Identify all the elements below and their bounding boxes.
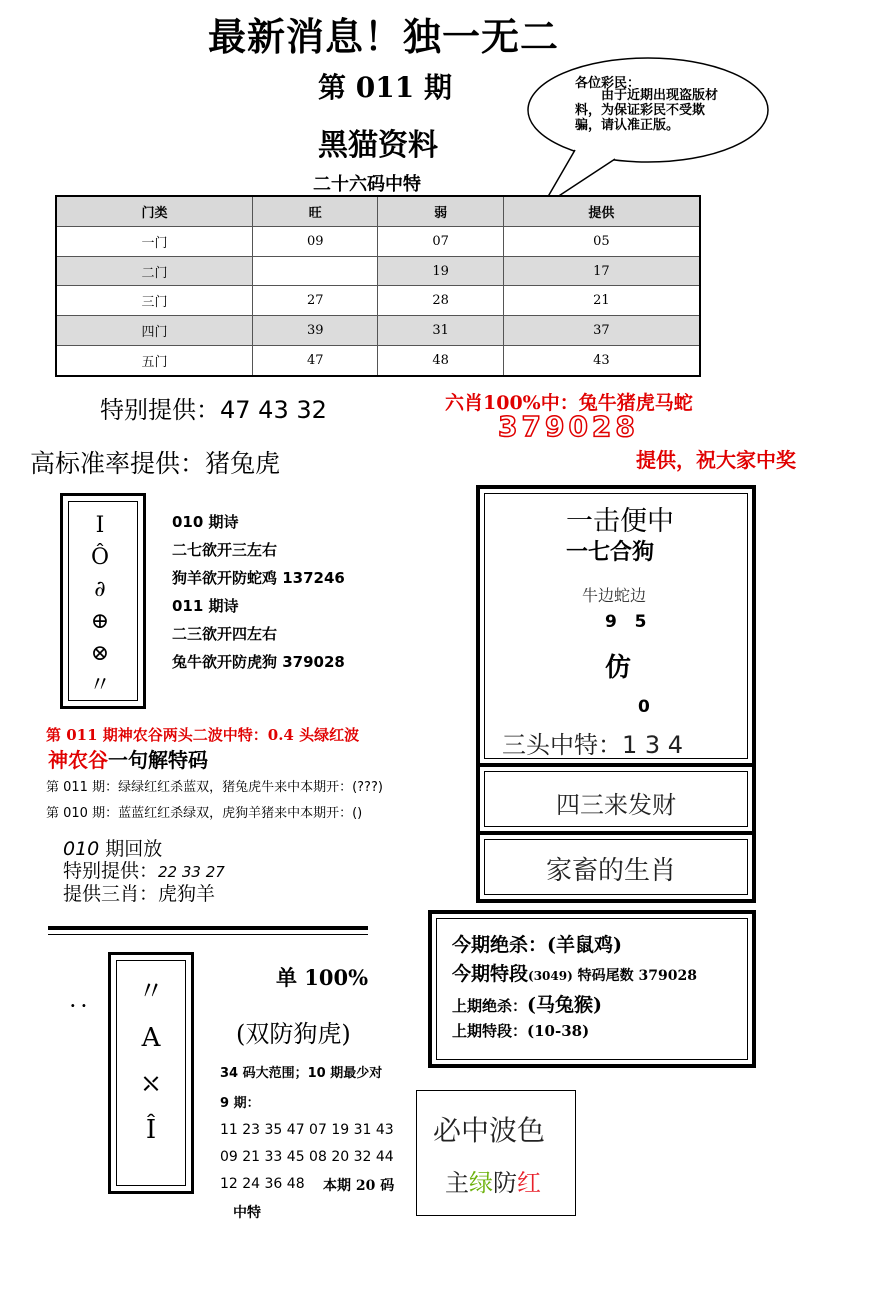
bottom-side-glyphs: 〃 A ⤬ Î	[137, 977, 164, 1145]
yiji-title: 一击便中	[566, 506, 674, 537]
poem-line: 011 期诗	[172, 597, 239, 615]
kill-line-3-b: (马兔猴)	[527, 994, 602, 1016]
table-cell: 21	[503, 286, 700, 316]
poem-line: 兔牛欲开防虎狗 379028	[172, 653, 345, 671]
number-row-2: 09 21 33 45 08 20 32 44	[220, 1149, 394, 1165]
yiji-three-head: 三头中特：1 3 4	[502, 731, 684, 759]
review-three	[63, 883, 225, 905]
yiji-zero: 0	[638, 697, 650, 717]
six-zodiac-numbers: 379028	[498, 410, 639, 443]
table-row	[56, 226, 700, 256]
wave-red: 红	[517, 1169, 541, 1197]
review-title-num: 010	[63, 838, 100, 860]
table-cell: 一门	[56, 226, 253, 256]
sisan-box	[476, 763, 756, 835]
poem-line: 狗羊欲开防蛇鸡 137246	[172, 569, 345, 587]
page-title: 最新消息！独一无二	[208, 14, 560, 59]
table-row	[56, 316, 700, 346]
table-cell: 09	[253, 226, 378, 256]
table-cell: 39	[253, 316, 378, 346]
number-row-3: 12 24 36 48	[220, 1176, 305, 1192]
blessing-line: 提供，祝大家中奖	[636, 448, 796, 472]
header-cell: 提供	[503, 196, 700, 226]
table-cell: 19	[378, 256, 503, 286]
poem-line: 二三欲开四左右	[172, 625, 278, 643]
kill-line-2	[452, 959, 697, 986]
bubble-body: 由于近期出现盗版材料，为保证彩民不受欺骗，请认准正版。	[575, 88, 719, 133]
table-cell: 四门	[56, 316, 253, 346]
wave-zhu: 主	[445, 1169, 469, 1197]
table-cell: 48	[378, 346, 503, 376]
six-zodiac-line: 六肖100%中：兔牛猪虎马蛇	[445, 392, 693, 414]
review-special	[63, 860, 225, 883]
yiji-phrase: 一七合狗	[566, 539, 655, 565]
shuangfang: (双防狗虎)	[236, 1020, 351, 1048]
kill-box	[428, 910, 756, 1068]
poem-side-glyphs: I Ô ∂ ⊕ ⊗ 〃	[88, 513, 111, 698]
review-title-rest: 期回放	[99, 838, 163, 860]
yiji-hint: 牛边蛇边	[582, 586, 647, 605]
table-row	[56, 346, 700, 376]
table-cell: 07	[378, 226, 503, 256]
review-three-label: 提供三肖：	[63, 883, 159, 905]
poem-line: 010 期诗	[172, 513, 239, 531]
sisan-text: 四三来发财	[556, 791, 676, 819]
review-special-label: 特别提供：	[63, 860, 159, 882]
table-cell: 五门	[56, 346, 253, 376]
table-cell: 27	[253, 286, 378, 316]
table-cell: 47	[253, 346, 378, 376]
table-row	[56, 256, 700, 286]
gaobiao-value: 猪兔虎	[205, 449, 281, 478]
review-title	[63, 838, 225, 860]
header-cell: 旺	[253, 196, 378, 226]
subtitle: 黑猫资料	[318, 128, 438, 163]
kill-line-4: 上期特段：(10-38)	[452, 1022, 590, 1040]
divider	[48, 926, 368, 930]
table-cell: 37	[503, 316, 700, 346]
wave-line	[445, 1163, 541, 1198]
issue-number: 第 011 期	[318, 71, 452, 104]
yiji-box	[476, 485, 756, 767]
zhongte: 中特	[233, 1205, 261, 1221]
review-three-value: 虎狗羊	[158, 883, 216, 905]
shennong-brand	[48, 744, 208, 773]
table-caption: 二十六码中特	[313, 174, 421, 195]
kill-line-2-a: 今期特段	[452, 963, 529, 985]
wave-title: 必中波色	[433, 1114, 546, 1147]
shennong-brand-black: 一句解特码	[108, 748, 208, 772]
shennong-line-011: 第 011 期：绿绿红红杀蓝双，猪兔虎牛来中本期开：(???)	[46, 780, 383, 795]
data-table	[55, 195, 701, 377]
table-cell: 二门	[56, 256, 253, 286]
jiachu-box	[476, 831, 756, 903]
table-cell: 05	[503, 226, 700, 256]
header-cell: 弱	[378, 196, 503, 226]
table-header-row	[56, 196, 700, 226]
review-block	[63, 838, 225, 905]
kill-line-2-c: 特码尾数 379028	[572, 968, 697, 984]
kill-line-2-b: (3049)	[528, 969, 573, 983]
wave-green: 绿	[469, 1169, 493, 1197]
special-label: 特别提供：	[100, 396, 220, 424]
shennong-title: 第 011 期神农谷两头二波中特：0.4 头绿红波	[46, 726, 360, 744]
jiachu-text: 家畜的生肖	[546, 856, 677, 886]
table-cell: 31	[378, 316, 503, 346]
header-cell: 门类	[56, 196, 253, 226]
kill-line-3-a: 上期绝杀：	[452, 997, 528, 1015]
table-row	[56, 286, 700, 316]
range-line-1: 34 码大范围；10 期最少对	[220, 1066, 383, 1081]
poem-line: 二七欲开三左右	[172, 541, 278, 559]
divider-thin	[48, 934, 368, 935]
shennong-line-010: 第 010 期：蓝蓝红红杀绿双，虎狗羊猪来中本期开：()	[46, 806, 363, 821]
range-line-2: 9 期：	[220, 1096, 260, 1111]
number-row-1: 11 23 35 47 07 19 31 43	[220, 1122, 394, 1138]
kill-line-3	[452, 990, 602, 1017]
yiji-nums: 9 5	[605, 612, 647, 632]
yiji-fang: 仿	[605, 653, 632, 683]
poem-side-frame	[60, 493, 146, 709]
table-cell: 三门	[56, 286, 253, 316]
table-cell: 17	[503, 256, 700, 286]
number-tail: 本期 20 码	[323, 1178, 395, 1194]
wave-box	[416, 1090, 576, 1216]
wave-fang: 防	[493, 1169, 517, 1197]
gaobiao-label: 高标准率提供：	[30, 449, 206, 478]
special-offer	[100, 390, 327, 425]
kill-line-1: 今期绝杀：(羊鼠鸡)	[452, 934, 622, 956]
bubble-greeting: 各位彩民：	[575, 76, 641, 91]
poem-lines	[172, 508, 345, 676]
table-cell: 43	[503, 346, 700, 376]
shennong-brand-red: 神农谷	[48, 748, 108, 772]
dan-100: 单 100%	[276, 965, 369, 990]
bottom-side-frame	[108, 952, 194, 1194]
table-cell	[253, 256, 378, 286]
special-value: 47 43 32	[220, 396, 327, 424]
gaobiao-offer	[30, 444, 280, 480]
bottom-dots: · ·	[70, 996, 87, 1015]
review-special-value: 22 33 27	[158, 863, 225, 881]
table-cell: 28	[378, 286, 503, 316]
